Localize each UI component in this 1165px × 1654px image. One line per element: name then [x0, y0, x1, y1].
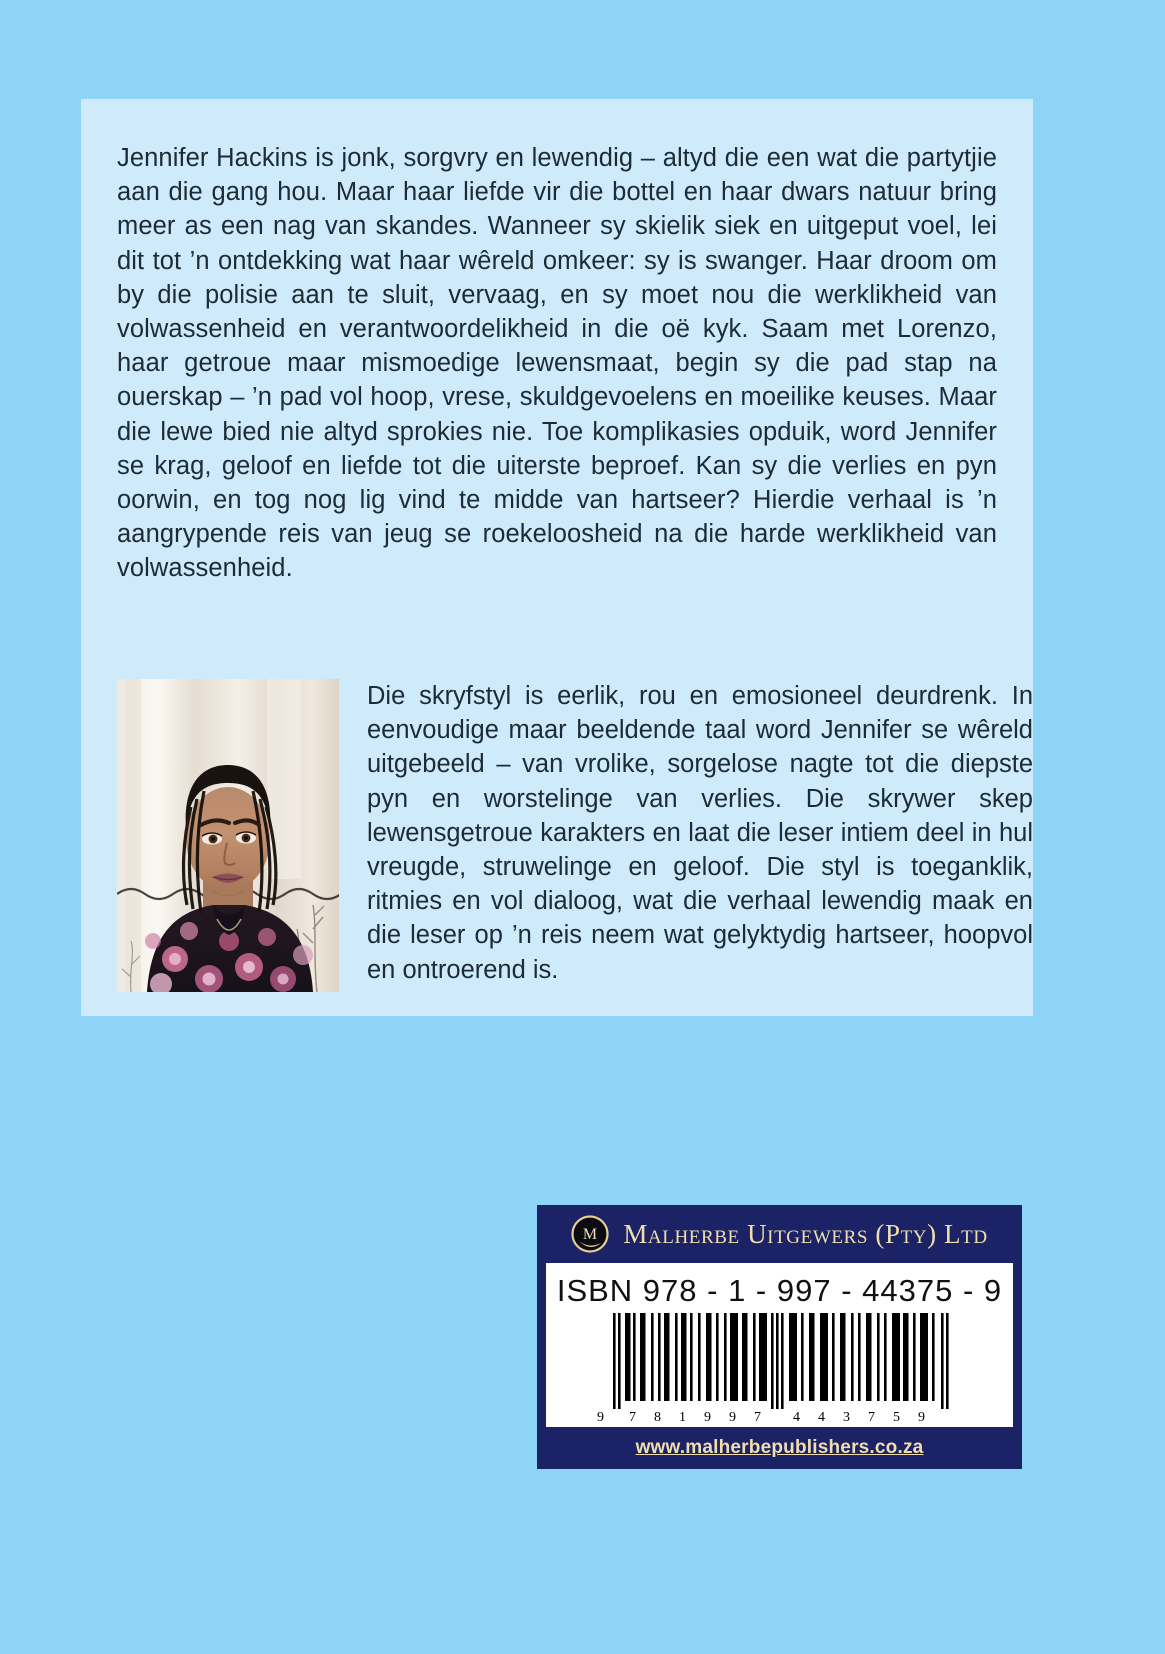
svg-text:4: 4: [817, 1410, 825, 1423]
publisher-name: Malherbe Uitgewers (Pty) Ltd: [623, 1218, 988, 1249]
svg-text:4: 4: [792, 1410, 800, 1423]
barcode-digit-lead: 9: [596, 1410, 604, 1423]
svg-text:3: 3: [842, 1410, 850, 1423]
isbn-barcode: [585, 1313, 975, 1423]
svg-text:7: 7: [753, 1410, 761, 1423]
isbn-text: ISBN 978 - 1 - 997 - 44375 - 9: [556, 1273, 1003, 1308]
svg-text:9: 9: [703, 1410, 711, 1423]
website-bar: [537, 1427, 1022, 1469]
svg-text:7: 7: [628, 1410, 636, 1423]
author-portrait-image: [117, 679, 339, 992]
logo-svg: [571, 1215, 609, 1253]
barcode-area: [546, 1263, 1013, 1427]
svg-text:9: 9: [728, 1410, 736, 1423]
svg-text:1: 1: [678, 1410, 686, 1423]
svg-text:8: 8: [653, 1410, 661, 1423]
author-photo: [117, 679, 339, 992]
publisher-website-link[interactable]: www.malherbepublishers.co.za: [635, 1437, 924, 1458]
svg-text:9: 9: [917, 1410, 925, 1423]
publisher-isbn-block: [537, 1205, 1022, 1469]
review-paragraph: Die skryfstyl is eerlik, rou en emosioneel deurdrenk. In eenvoudige maar beeldende taal word Jennifer se wêreld uitgebeeld – van vrolike, sorgelose nagte tot die diepste pyn en worstelinge van verlies. Die skrywer skep lewensgetroue karakters en laat die leser intiem deel in hul vreugde, struwelinge en geloof. Die styl is toeganklik, ritmies en vol dialoog, wat die verhaal lewendig maak en die leser op ’n reis neem wat gelyktydig hartseer, hoopvol en ontroerend is.: [367, 682, 1033, 984]
malherbe-m-emblem-icon: [571, 1215, 609, 1253]
publisher-bar: [537, 1205, 1022, 1263]
barcode-svg: [585, 1313, 975, 1423]
svg-text:M: M: [583, 1226, 598, 1243]
blurb-paragraph: Jennifer Hackins is jonk, sorgvry en lewendig – altyd die een wat die partytjie aan die gang hou. Maar haar liefde vir die bottel en haar dwars natuur bring meer as een nag van skandes. Wanneer sy skielik siek en uitgeput voel, lei dit tot ’n ontdekking wat haar wêreld omkeer: sy is swanger. Haar droom om by die polisie aan te sluit, vervaag, en sy moet nou die werklikheid van volwassenheid en verantwoordelikheid in die oë kyk. Saam met Lorenzo, haar getroue maar mismoedige lewensmaat, begin sy die pad stap na ouerskap – ’n pad vol hoop, vrese, skuldgevoelens en moeilike keuses. Maar die lewe bied nie altyd sprokies nie. Toe komplikasies opduik, word Jennifer se krag, geloof en liefde tot die uiterste beproef. Kan sy die verlies en pyn oorwin, en tog nog lig vind te midde van hartseer? Hierdie verhaal is ’n aangrypende reis van jeug se roekeloosheid na die harde werklikheid van volwassenheid.: [117, 144, 997, 583]
svg-text:7: 7: [867, 1410, 875, 1423]
svg-text:5: 5: [892, 1410, 900, 1423]
review-row: [117, 679, 1033, 992]
